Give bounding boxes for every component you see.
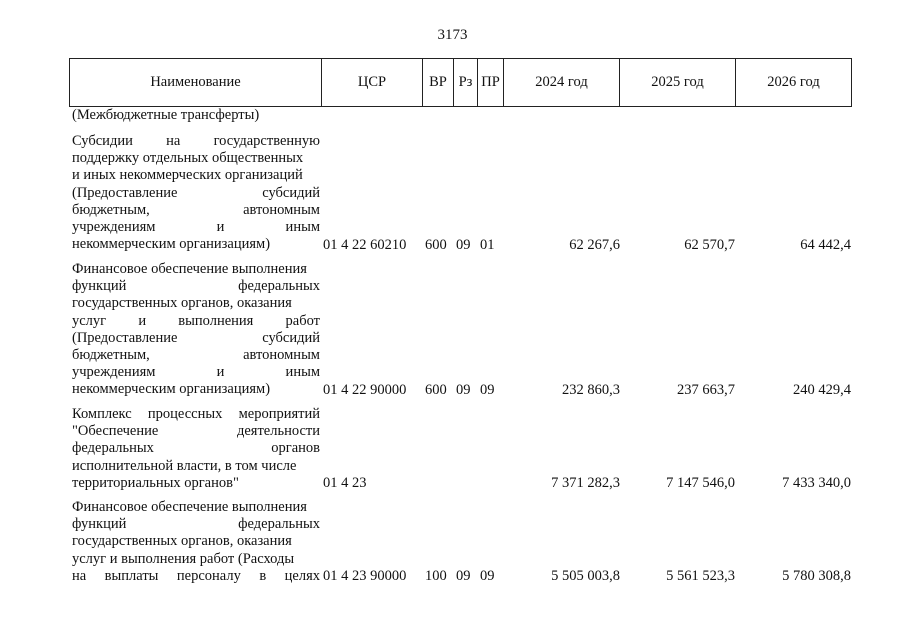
header-pr: ПР [478, 59, 504, 107]
row-name [72, 406, 320, 492]
header-name: Наименование [70, 59, 322, 107]
row-name-line: "Обеспечение деятельности [72, 423, 320, 440]
row-name-line: бюджетным, автономным [72, 201, 320, 218]
header-csr: ЦСР [322, 59, 423, 107]
row-name-line: функций федеральных [72, 516, 320, 533]
table-row [0, 499, 905, 585]
row-name-line: государственных органов, оказания [72, 533, 292, 550]
row-name-line: исполнительной власти, в том числе [72, 457, 297, 474]
row-name-line: Финансовое обеспечение выполнения [72, 261, 307, 277]
row-name [72, 499, 320, 585]
row-pr: 09 [480, 567, 495, 584]
row-csr: 01 4 22 90000 [323, 381, 407, 398]
row-name-line: и иных некоммерческих организаций [72, 167, 303, 184]
header-vr: ВР [423, 59, 454, 107]
table-row [0, 261, 905, 399]
row-value-2025: 7 147 546,0 [666, 474, 735, 491]
row-name-line: Субсидии на государственную [72, 133, 320, 149]
page-number: 3173 [437, 27, 468, 43]
row-pr: 01 [480, 236, 495, 253]
row-name-line: (Предоставление субсидий [72, 184, 320, 201]
row-vr: 600 [425, 381, 447, 398]
row-name-line: услуг и выполнения работ [72, 312, 320, 329]
header-2024: 2024 год [504, 59, 620, 107]
header-2026: 2026 год [736, 59, 852, 107]
row-rz: 09 [456, 567, 471, 584]
row-value-2026: 7 433 340,0 [782, 474, 851, 491]
row-value-2026: 64 442,4 [800, 236, 851, 253]
row-value-2024: 62 267,6 [569, 236, 620, 253]
row-rz: 09 [456, 381, 471, 398]
row-name-line: учреждениям и иным [72, 218, 320, 235]
continuation-text: (Межбюджетные трансферты) [72, 107, 260, 123]
row-name-line: учреждениям и иным [72, 364, 320, 381]
row-rz: 09 [456, 236, 471, 253]
row-name-line: (Предоставление субсидий [72, 329, 320, 346]
row-value-2026: 240 429,4 [793, 381, 851, 398]
table-header [69, 58, 852, 107]
header-2025: 2025 год [620, 59, 736, 107]
row-name-line: бюджетным, автономным [72, 346, 320, 363]
row-value-2025: 5 561 523,3 [666, 567, 735, 584]
row-value-2024: 232 860,3 [562, 381, 620, 398]
row-vr: 100 [425, 567, 447, 584]
row-name-line: государственных органов, оказания [72, 295, 292, 312]
row-name-line: федеральных органов [72, 440, 320, 457]
row-name [72, 261, 320, 399]
row-value-2025: 237 663,7 [677, 381, 735, 398]
row-value-2026: 5 780 308,8 [782, 567, 851, 584]
row-vr: 600 [425, 236, 447, 253]
row-name-line: услуг и выполнения работ (Расходы [72, 550, 295, 567]
row-name-line: поддержку отдельных общественных [72, 150, 304, 167]
row-value-2024: 5 505 003,8 [551, 567, 620, 584]
row-name-line: на выплаты персоналу в целях [72, 567, 320, 584]
row-value-2024: 7 371 282,3 [551, 474, 620, 491]
row-name-line: Финансовое обеспечение выполнения [72, 499, 307, 515]
row-name-line: территориальных органов" [72, 474, 239, 491]
header-rz: Рз [454, 59, 478, 107]
row-name-line: функций федеральных [72, 278, 320, 295]
row-name-line: Комплекс процессных мероприятий [72, 406, 320, 422]
row-name-line: некоммерческим организациям) [72, 381, 271, 398]
table-row [0, 133, 905, 254]
row-csr: 01 4 22 60210 [323, 236, 407, 253]
row-pr: 09 [480, 381, 495, 398]
table-row [0, 406, 905, 492]
row-name-line: некоммерческим организациям) [72, 236, 271, 253]
row-value-2025: 62 570,7 [684, 236, 735, 253]
row-csr: 01 4 23 90000 [323, 567, 407, 584]
row-csr: 01 4 23 [323, 474, 367, 491]
row-name [72, 133, 320, 253]
